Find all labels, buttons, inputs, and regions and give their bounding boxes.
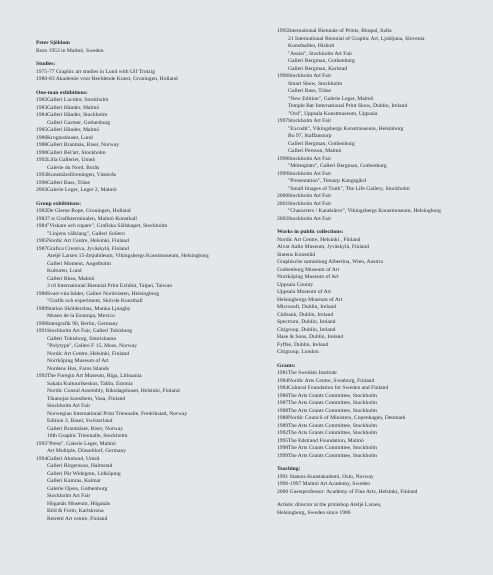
cv-entry-continuation: "Characters / Karaktärer", Vikingsbergs Konstmuseum, Helsingborg — [288, 208, 441, 214]
cv-entry-continuation: Galleri Garmer, Gothenburg — [47, 119, 111, 126]
cv-entry-text: De Gleme Rope, Groningen, Holland — [47, 208, 131, 214]
cv-entry — [36, 373, 274, 381]
cv-entry-continuation: Ateljé Larsen 15-årsjubileum, Vikingsbergs Konstmuseum, Helsingborg — [47, 253, 209, 259]
section-heading: One-man exhibitions: — [36, 89, 88, 96]
cv-entry-continuation: "New Edition", Galerie Leger, Malmö — [288, 95, 374, 102]
cv-text-line: 1991 Statens Kunstakademi, Oslo, Norway — [277, 473, 374, 480]
cv-entry — [36, 172, 274, 180]
cv-entry-continuation: "Linjens välklang", Galleri Sollero — [47, 230, 125, 237]
cv-entry-text: 7 st Grafikterminalen, Malmö Konsthall — [47, 215, 137, 222]
cv-entry-year: 1986 — [36, 134, 48, 141]
cv-entry-year: 1992 — [36, 157, 48, 163]
cv-text-line: Helsingborg, Sweden since 1986 — [277, 509, 351, 516]
cv-entry-year: 2002 — [277, 215, 289, 222]
cv-text-line: 2000 Guestprofessor: Academy of Fine Arts, Helsinki, Finland — [277, 488, 418, 495]
cv-entry-year: 1986 — [277, 392, 289, 399]
cv-text-line: Born 1953 in Malmö, Sweden — [36, 47, 104, 54]
cv-entry-text: "Viskare och ropare", Grafiska Sällskapet, Stockholm — [47, 223, 168, 229]
cv-entry-year: 2001 — [277, 200, 289, 207]
cv-entry-year: 1998 — [277, 155, 289, 162]
cv-entry-text: Stockholm Art Fair — [288, 155, 332, 162]
cv-entry-year: 1988 — [277, 407, 289, 414]
cv-text-line: Uppsala County — [277, 281, 314, 288]
cv-entry-continuation: Galleri Bergman, Gothenburg — [288, 140, 355, 147]
section-heading: Grants: — [277, 362, 296, 369]
cv-entry-text: Nordic Arts Centre, Sveaborg, Finland — [288, 377, 375, 384]
cv-text-line: Statens Konstråd — [277, 251, 316, 258]
cv-entry-text: Nordic Council of Ministers, Copenhagen, Denmark — [288, 415, 406, 421]
cv-entry — [36, 321, 274, 329]
cv-entry-continuation: "Presentation", Temarp Kungsgård — [288, 178, 366, 184]
cv-text-line: Citigroup, London — [277, 349, 319, 355]
cv-entry-continuation: "Polytype", Galleri F 15, Moss, Norway — [47, 343, 138, 349]
cv-entry-year: 1995 — [277, 28, 289, 34]
cv-text-line: Hase & Sons, Dublin, Ireland — [277, 334, 344, 340]
cv-right-column — [277, 28, 487, 517]
cv-entry-continuation: Stockholm Art Fair — [47, 403, 91, 409]
cv-entry — [277, 408, 487, 416]
cv-entry-text: The Arts Grants Committee, Stockholm — [288, 445, 378, 451]
cv-entry — [36, 112, 274, 120]
cv-entry — [36, 105, 274, 113]
cv-entry — [277, 385, 487, 393]
cv-text-line: Microsoft, Dublin, Ireland — [277, 304, 337, 310]
cv-entry — [277, 28, 487, 36]
cv-entry-year: 1991 — [36, 328, 48, 334]
cv-entry — [277, 445, 487, 453]
cv-entry-text: Galleri Händer, Malmö — [47, 104, 100, 111]
section-heading: Group exhibitions: — [36, 200, 82, 207]
cv-entry-continuation: Tikanojas konsthem, Vasa, Finland — [47, 395, 126, 402]
cv-entry-continuation: Art Multiple, Düsseldorf, Germany — [47, 448, 127, 454]
cv-entry-year: 1993 — [36, 172, 48, 178]
cv-entry-continuation: Norwegian International Print Triennalle, Fredrikstad, Norway — [47, 410, 188, 417]
cv-entry — [36, 306, 274, 314]
cv-entry-text: Galleri Ahnlund, Umeå — [47, 455, 100, 462]
cv-entry-continuation: Galleri Birgersson, Halmstad — [47, 463, 113, 469]
cv-entry-text: "Press", Galerie Leger, Malmö — [47, 440, 116, 447]
cv-text-line: 1975-77 Graphic art studies in Lund with Ulf Trotzig — [36, 68, 156, 75]
cv-entry-year: 1984 — [277, 385, 289, 391]
cv-entry-continuation: Galleri Kamras, Kalmar — [47, 478, 101, 484]
cv-entry-text: The Arts Grants Committee, Stockholm — [288, 430, 378, 436]
section-heading: Teaching: — [277, 466, 301, 472]
cv-entry-continuation: Nordens Hus, Faros Islands — [47, 365, 109, 372]
cv-entry — [36, 157, 274, 165]
cv-entry-continuation: Galleri Moment, Ängelholm — [47, 260, 111, 267]
cv-entry — [36, 328, 274, 336]
cv-text-line: Fyffes, Dublin, Ireland — [277, 341, 329, 348]
cv-entry-continuation: Bo 97, Staffanstorp — [288, 133, 332, 139]
cv-entry-continuation: 3 rd International Biennial Print Exhibit, Taipei, Taiwan — [47, 283, 172, 289]
cv-entry-year: 1989 — [277, 422, 289, 429]
cv-text-line: 1996-1997 Malmö Art Academy, Sweden — [277, 481, 371, 487]
cv-entry-text: Intergrafik 90, Berlin, Germany — [47, 320, 119, 327]
cv-entry-continuation: 10th Graphic Triennalle, Stockholm — [47, 433, 128, 439]
cv-entry-continuation: Galleri Tobisborg, Simrishamn — [47, 335, 117, 342]
cv-entry-text: The Swedish Institute — [288, 370, 337, 376]
cv-entry — [277, 430, 487, 438]
cv-entry — [36, 291, 274, 299]
cv-entry — [36, 97, 274, 105]
cv-entry-year: 1997 — [277, 118, 289, 124]
cv-text-line: 1980-83 Akademie voor Beeldende Kunst, Groningen, Holland — [36, 76, 178, 82]
cv-entry — [277, 378, 487, 386]
section-heading: Works in public collections: — [277, 229, 344, 235]
cv-text-line: Artistic director at the printshop Ateljé Larsen, — [277, 502, 382, 508]
cv-entry-continuation: Bild & Form, Karlskrona — [47, 508, 104, 514]
cv-entry — [277, 370, 487, 378]
cv-text-line: Norrköping Museum of Art — [277, 274, 339, 280]
cv-entry-continuation: Galleri Bergman, Gothenburg — [288, 58, 355, 64]
cv-entry-continuation: Galerie du Nord, Borås — [47, 164, 100, 171]
cv-entry-continuation: "Small Images of Truth", The Life Gallery, Stockholm — [288, 185, 410, 192]
cv-entry-year: 1981 — [277, 370, 289, 376]
cv-entry-year: 1984 — [36, 112, 48, 118]
cv-entry-text: The Arts Grants Committee, Stockholm — [288, 400, 378, 406]
cv-entry-continuation: Galleri Brantnäset, Riser, Norway — [47, 425, 124, 432]
cv-entry-continuation: Galleri Bass, Träne — [288, 88, 332, 94]
cv-entry-continuation: "Assisi", Stockholm Art Fair — [288, 50, 353, 57]
cv-entry-continuation: Temple Bar International Print Show, Dublin, Ireland — [288, 103, 408, 109]
cv-entry-text: Lilla Galleriet, Umeå — [47, 157, 95, 163]
cv-text-line: Graphische sammlung Albertina, Wien, Austria — [277, 259, 383, 265]
cv-entry-year: 1993 — [36, 440, 48, 447]
cv-entry-continuation: Stockholm Art Fair — [47, 493, 91, 499]
cv-entry — [277, 201, 487, 209]
cv-entry-text: Stockholm Art Fair — [288, 200, 332, 207]
cv-entry-year: 1984 — [36, 223, 48, 229]
cv-entry-year: 1983 — [36, 215, 48, 222]
cv-entry-continuation: Sakala Kultuurikeskus, Tallin, Estonia — [47, 380, 133, 387]
cv-entry-year: 1990 — [36, 320, 48, 327]
cv-entry — [36, 127, 274, 135]
cv-entry-year: 1995 — [277, 437, 289, 444]
cv-entry-year: 2003 — [36, 187, 48, 193]
cv-entry — [277, 400, 487, 408]
cv-entry-text: Galleri Händer, Malmö — [47, 127, 100, 133]
cv-entry-text: Galerie Leger, Leger 2, Malmö — [47, 187, 117, 193]
cv-entry — [36, 223, 274, 231]
cv-entry-continuation: Konsthallen, Hishult — [288, 43, 335, 49]
cv-entry — [36, 208, 274, 216]
cv-entry-text: Nordic Art Centre, Helsinki, Finland — [47, 238, 130, 244]
cv-entry — [36, 216, 274, 224]
cv-entry — [36, 456, 274, 464]
cv-entry-year: 1983 — [36, 104, 48, 111]
cv-entry-text: Konstnärsföreningen, Västerås — [47, 172, 116, 178]
cv-entry-continuation: "Ord", Uppsala Konstmuseum, Uppsala — [288, 110, 378, 117]
cv-entry-text: Galleri Bel'art, Stockholm — [47, 149, 106, 156]
cv-entry — [277, 423, 487, 431]
section-heading: Studies: — [36, 61, 56, 67]
cv-entry — [277, 156, 487, 164]
cv-entry-year: 1988 — [36, 290, 48, 297]
cv-entry-text: Cultural Foundation for Sweden and Finland — [288, 385, 389, 391]
cv-entry — [277, 171, 487, 179]
cv-entry-continuation: Galleri Bergman, Karlstad — [288, 65, 348, 72]
cv-entry-continuation: Kulturen, Lund — [47, 268, 82, 274]
cv-entry — [36, 150, 274, 158]
cv-entry-continuation: Galleri Rhea, Malmö — [47, 275, 95, 282]
cv-text-line: Uppsala Museum of Art — [277, 289, 331, 295]
cv-entry-text: Stockholm Art Fair, Galleri Tobisborg — [47, 328, 133, 334]
cv-entry-year: 1982 — [36, 97, 48, 103]
cv-entry-text: Station Sköldershus, Munka Ljungby — [47, 305, 131, 312]
cv-entry-year: 2000 — [277, 193, 289, 199]
cv-text-line: Gothenburg Museum of Art — [277, 266, 340, 273]
cv-left-column — [36, 40, 274, 523]
cv-entry-text: The Arts Grants Committee, Stockholm — [288, 392, 378, 399]
cv-entry-year: 1989 — [36, 305, 48, 312]
cv-entry-text: Svart-vita bilder, Galleri Nordvästen, Helsingborg — [47, 290, 160, 297]
cv-entry — [36, 187, 274, 195]
cv-entry-continuation: Nordic Art Centre, Helsinki, Finland — [47, 350, 130, 357]
cv-entry-text: Krognoshuset, Lund — [47, 134, 93, 141]
cv-entry — [277, 73, 487, 81]
cv-entry-year: 1990 — [36, 149, 48, 156]
cv-entry-year: 1984 — [277, 377, 289, 384]
cv-entry-text: Stockholm Art Fair — [288, 73, 332, 79]
cv-entry-year: 1985 — [36, 127, 48, 133]
cv-entry-text: Stockholm Art Fair — [288, 215, 332, 222]
cv-entry-continuation: "Mötesplats", Galleri Bergman, Gothenburg — [288, 163, 387, 169]
cv-entry — [36, 180, 274, 188]
cv-entry-continuation: Edition 3, Basel, Switzerland — [47, 418, 113, 424]
cv-entry-text: The Foregin Art Museum, Riga, Lithuania — [47, 373, 142, 379]
cv-entry-year: 1992 — [36, 373, 48, 379]
cv-entry — [36, 135, 274, 143]
cv-entry-continuation: Galleri Pär Widegren, Lidköping — [47, 470, 121, 477]
cv-entry-continuation: Norrköping Museum of Art — [47, 358, 109, 364]
cv-entry-continuation: 21 International Biennial of Graphic Art, Ljubljana, Slovenia — [288, 35, 425, 42]
cv-entry-continuation: Retretti Art centre, Finland — [47, 515, 108, 522]
cv-entry — [277, 216, 487, 224]
cv-entry — [277, 193, 487, 201]
cv-entry — [277, 118, 487, 126]
cv-entry-continuation: Galerie Ojens, Gothenburg — [47, 485, 108, 492]
cv-entry-text: The Arts Grants Committee, Stockholm — [288, 422, 378, 429]
cv-text-line: Helsingborgs Museum of Art — [277, 296, 343, 303]
cv-entry-continuation: "Grafik och experiment, Skövde Konsthall — [47, 298, 143, 304]
cv-entry-continuation: "Excudit", Vikingsbergs Konstmuseum, Helsinborg — [288, 125, 404, 132]
cv-entry-continuation: Museo de la Estampa, Mexico — [47, 313, 115, 319]
cv-entry-text: The Arts Grants Committee, Stockholm — [288, 407, 378, 414]
cv-entry-text: International Biennale of Prints, Bhopal, India — [288, 28, 392, 34]
cv-entry — [277, 438, 487, 446]
cv-entry — [277, 415, 487, 423]
cv-entry-year: 1988 — [36, 142, 48, 148]
cv-entry-text: Galleri Händer, Stockholm — [47, 112, 108, 118]
cv-entry-year: 1996 — [277, 73, 289, 79]
cv-entry-text: Grafica Creativa, Jyväskylä, Finland — [47, 245, 129, 252]
cv-entry-text: Stockholm Art Fair — [288, 118, 332, 124]
cv-text-line: Citibank, Dublin, Ireland — [277, 311, 334, 318]
section-heading: Peter Sjöblom — [36, 40, 70, 46]
cv-entry — [36, 142, 274, 150]
cv-entry-text: Stockholm Art Fair — [288, 193, 332, 199]
cv-entry-year: 1987 — [277, 400, 289, 406]
cv-entry-text: The Arts Grants Committee, Stockholm — [288, 452, 378, 459]
cv-entry-text: The Edstrand Foundation, Malmö — [288, 437, 364, 444]
cv-entry-year: 1999 — [277, 452, 289, 459]
cv-entry-year: 1998 — [277, 445, 289, 451]
cv-entry-text: Galleri Bass, Träne — [47, 179, 91, 186]
cv-entry — [36, 246, 274, 254]
cv-text-line: Citigroup, Dublin, Ireland — [277, 326, 336, 333]
cv-entry-year: 1999 — [277, 170, 289, 177]
cv-entry-continuation: Höganäs Museum, Höganäs — [47, 500, 110, 507]
cv-entry-year: 1985 — [36, 238, 48, 244]
cv-entry-year: 1996 — [36, 179, 48, 186]
cv-text-line: Spectrum, Dublin, Ireland — [277, 319, 336, 325]
cv-text-line: Alvar Aalto Museum, Jyväskylä, Finland — [277, 244, 369, 250]
cv-entry-year: 1992 — [277, 430, 289, 436]
cv-entry-text: Galleri Brantnäs, Riser, Norway — [47, 142, 120, 148]
cv-entry-continuation: Smart Show, Stockholm — [288, 80, 343, 87]
cv-entry-year: 1994 — [36, 455, 48, 462]
cv-entry-year: 1987 — [36, 245, 48, 252]
cv-entry-year: 1982 — [36, 208, 48, 214]
cv-entry-continuation: Galleri Persson, Malmö — [288, 148, 342, 154]
cv-entry-continuation: Nordic Consul Assembly, Riksdagshuset, Helsinki, Finland — [47, 388, 180, 394]
cv-entry-text: Stockholm Art Fair — [288, 170, 332, 177]
cv-text-line: Nordic Art Centre, Helsinki , Finland — [277, 236, 361, 243]
cv-entry — [36, 238, 274, 246]
cv-entry — [277, 453, 487, 461]
cv-entry — [277, 393, 487, 401]
cv-entry-year: 1988 — [277, 415, 289, 421]
cv-entry-text: Galleri Lucidor, Stockholm — [47, 97, 109, 103]
cv-entry — [36, 441, 274, 449]
